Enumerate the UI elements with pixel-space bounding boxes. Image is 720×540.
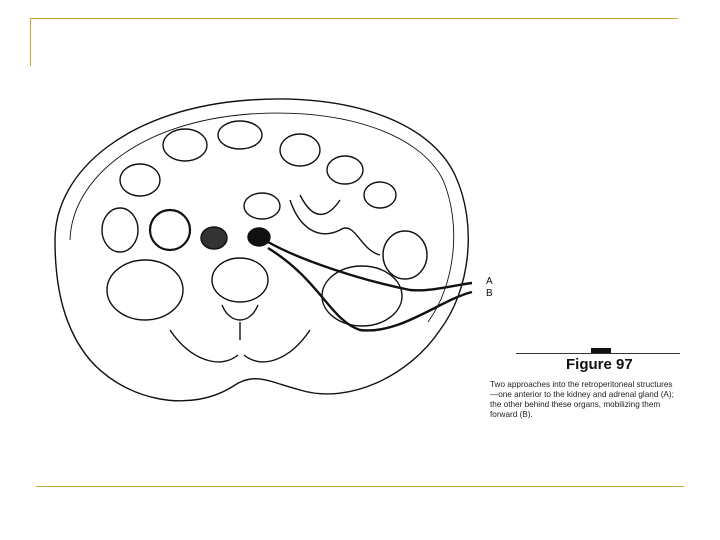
bowel-loop xyxy=(102,208,138,252)
vertebral-body xyxy=(212,258,268,302)
top-left-tick xyxy=(30,18,31,66)
bowel-loop xyxy=(163,129,207,161)
inner-outline xyxy=(70,113,454,322)
figure-caption: Two approaches into the retroperitoneal structures—one anterior to the kidney and adrenal gland (A); the other behind these organs, mobilizing them forward (B). xyxy=(490,380,674,419)
bowel-loop xyxy=(327,156,363,184)
top-rule xyxy=(30,18,678,19)
figure-title: Figure 97 xyxy=(566,356,633,373)
stomach-loop xyxy=(150,210,190,250)
approach-path-b xyxy=(268,248,472,330)
bowel-loop xyxy=(364,182,396,208)
small-bowel-loops xyxy=(290,200,380,255)
body-outline xyxy=(55,99,468,401)
bowel-loop xyxy=(280,134,320,166)
bottom-rule xyxy=(36,486,684,487)
bowel-loop xyxy=(120,164,160,196)
bowel-loop xyxy=(383,231,427,279)
right-kidney xyxy=(107,260,183,320)
label-a: A xyxy=(486,276,493,287)
label-b: B xyxy=(486,288,493,299)
vessel-ivc xyxy=(201,227,227,249)
spinous-process xyxy=(222,305,258,340)
vessel-aorta xyxy=(248,228,270,246)
bowel-loop xyxy=(218,121,262,149)
figure-rule xyxy=(516,353,680,354)
pancreas-loop xyxy=(244,193,280,219)
left-kidney xyxy=(322,266,402,326)
